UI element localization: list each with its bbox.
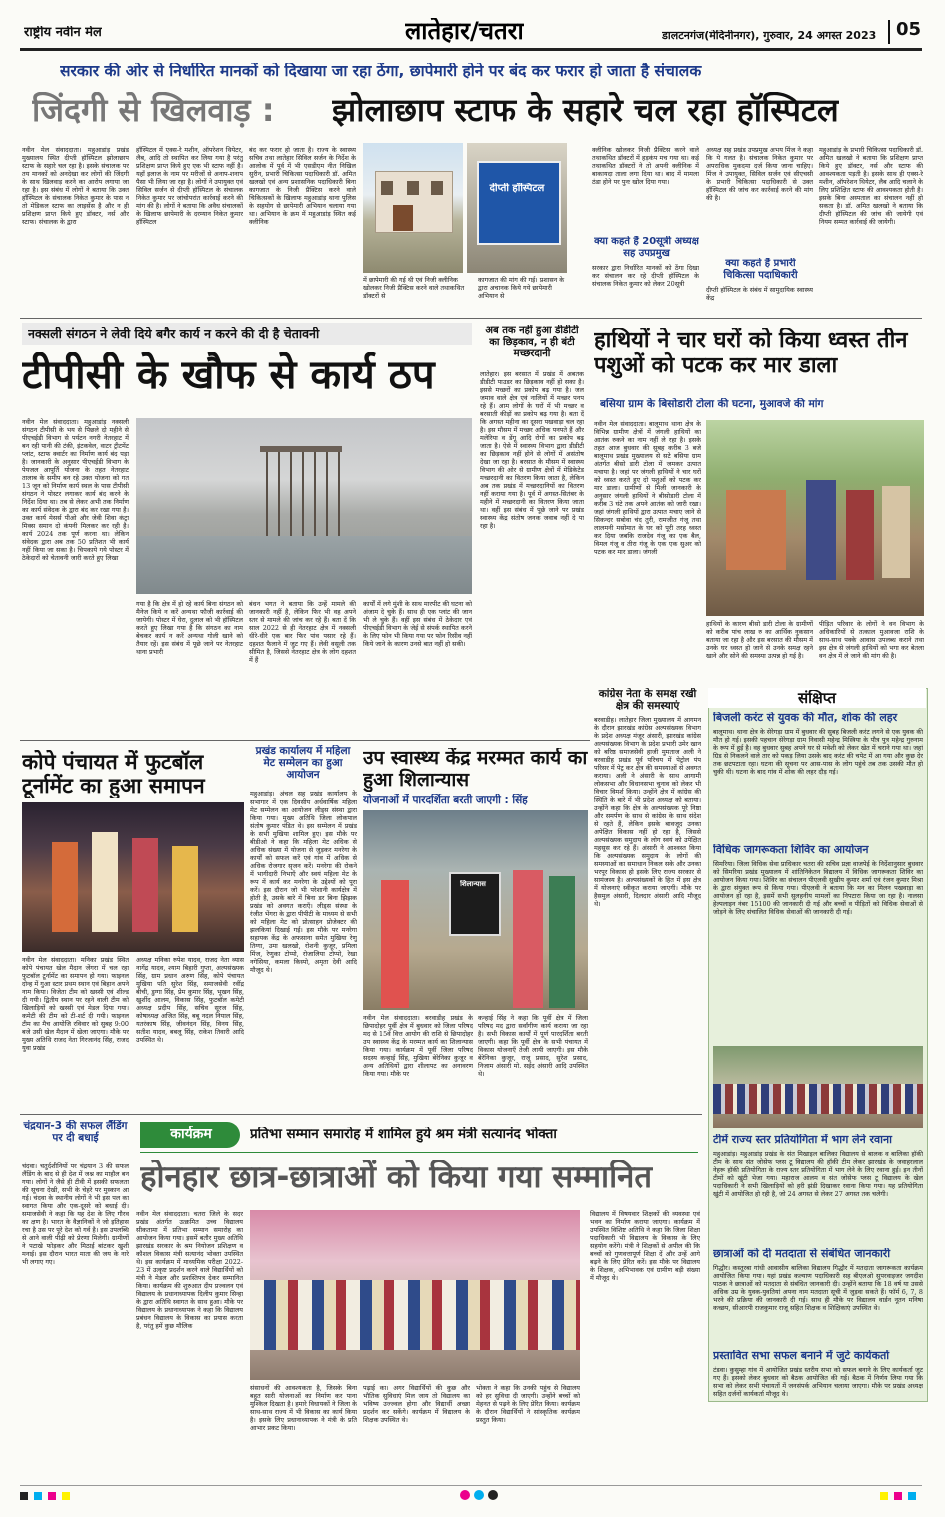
tpc-col1: नवीन मेल संवाददाता। महुआडांड़ नक्सली संगठन टीपीसी के भय से पिछले दो महीने से पीएचईडी विभाग से पर्यटन नगरी नेतरहाट में बन रही पानी की टंकी, इंटकवेल, वाटर ट्रीटमेंट प्लांट, स्टाफ क्वार्टर का निर्माण कार्य बंद पड़ा है। जानकारी के अनुसार पीएचईडी विभाग के पेयजल आपूर्ति योजना के तहत नेतरहाट तालाब के समीप बन रहे उक्त योजना को गत 13 जून को निर्माण कार्य स्थल के पास टीपीसी संगठन ने पोस्टर लगाकर कार्य बंद करने के निर्देश दिया था। तब से लेकर अभी तक निर्माण का कार्य संवेदक के द्वारा बंद कर रखा गया है। उक्त कार्य मेसर्स पीओ और जेवी शिवा कंट्रा मिक्स समान दो कंपनी मिलकर कर रही है। कार्य 2024 तक पूर्ण करना था। लेकिन संवेदक द्वारा अब तक 50 प्रतिशत भी कार्य नहीं किया जा सका है। चिपकाये गये पोस्टर में ठेकेदारों को चेतावनी जारी करते हुए लिखा [22,418,129,562]
health-col1: नवीन मेल संवाददाता। बरवाडीह प्रखंड के छिपादोहर पूर्वी क्षेत्र में बुधवार को जिला परिषद मद से 15वें वित्त आयोग की राशि से छिपादोहर उप स्वास्थ्य केंद्र के मरम्मत कार्य का शिलान्यास किया गया। कार्यक्रम में पूर्वी जिला परिषद सदस्य कन्हाई सिंह, मुखिया बेरेनिका कुजूर व अन्य अतिथियों द्वारा शीलापट का अनावरण किया गया। मौके पर [363,1014,473,1078]
summary-h5: प्रस्तावित सभा सफल बनाने में जुटे कार्यकर्ता [713,1350,890,1362]
lead-col2: हॉस्पिटल में एक्स-रे मशीन, ऑपरेशन थियेटर, लैब, आदि तो स्थापित कर लिया गया है परंतु प्रशिक्षण प्राप्त किये हुए एक भी स्टाफ नहीं है। यहाँ इलाज के नाम पर मरीजों से अनाप-शनाप पैसा भी लिया जा रहा है। लोगों ने उपायुक्त एवं सिविल सर्जन से दीप्ती हॉस्पिटल के संचालक निकेत कुमार पर जांचोपरांत कार्रवाई करने की मांग की है। लोगों ने बताया कि अवैध संचालकों के खिलाफ छापेमारी के दरम्यान निकेत कुमार हॉस्पिटल [136,146,243,226]
lead-col3: बंद कर फरार हो जाता है। राज्य के स्वास्थ्य सचिव तथा लातेहार सिविल सर्जन के निर्देश के आलोक में पूर्व में भी एसडीएम नीत निखिल सुरीन, प्रभारी चिकित्सा पदाधिकारी डॉ. अमित खलखो एवं अन्य प्रशासनिक पदाधिकारी बिना कागजात के निजी प्रैक्टिस करने वाले चिकित्सकों के खिलाफ महुआडांड़ थाना पुलिस के सहयोग से छापेमारी अभियान चलाया गया था। अभियान के क्रम में महुआडांड़ स्थित कई क्लीनिक [249,146,356,226]
summary-h1: बिजली करंट से युवक की मौत, शोक की लहर [713,712,898,724]
color-registration-bar [20,1490,922,1502]
ddt-headline: अब तक नहीं हुआ डीडीटी का छिड़काव, न ही बंटी मच्छरदानी [485,325,579,359]
elephant-photo-caption2: पीड़ित परिवार के लोगों ने वन विभाग के अधिकारियों से तत्काल मुआवजा राशि के साथ-साथ पक्के आवास उपलब्ध कराने तथा इस क्षेत्र से जंगली हाथियों को भगा कर बेतला वन क्षेत्र में ले जाने की मांग की है। [819,620,924,660]
summary-h3: टीमें राज्य स्तर प्रतियोगिता में भाग लेने रवाना [713,1134,892,1146]
paper-name: राष्ट्रीय नवीन मेल [24,26,102,40]
hockey-photo [713,1046,923,1128]
mahila-headline: प्रखंड कार्यालय में महिला मेट सम्मेलन का हुआ आयोजन [255,745,351,782]
mahila-body: महुआडांड़। अंचल सह प्रखंड कार्यालय के सभागार में एक दिवसीय अर्धवार्षिक महिला मेट सम्मेलन का आयोजन लीड्स संस्था द्वारा किया गया। मुख्य अतिथि जिला लोकपाल संतोष कुमार पंडित थे। इस सम्मेलन में प्रखंड के सभी मुखिया शामिल हुए। इस मौके पर बीडीओ ने कहा कि महिला मेट अधिक से अधिक संख्या में योजना से जुड़कर मनरेगा के कार्यों को सफल करें एवं गांव में अधिक से अधिक रोजगार सृजन करें। मनरेगा की रोकने में भागीदारी निभाएँ और स्वयं महिला मेट के रूप में कार्य कर मनरेगा के उद्देश्यों को पूरा करें। इस दौरान जो भी परेशानी कार्यक्षेत्र में होती है, उसके बारे में बिना डर बिना झिझक प्रखंड को अवगत कराएँ। लीड्स संस्था के रंजीत भेंगरा के द्वारा पीपीटी के माध्यम से सभी को महिला मेट को प्रोत्साहन प्रोजेक्टर की झलकियां दिखाई गई। इस मौके पर मनरेगा सहायक केंद्र के अफसाना समेत मुखिया रेणु तिग्गा, उमा खलखो, रोशनी कुजूर, प्रमिला मिंज, रेणुका टोप्पो, रोजालिया टोप्पो, रेखा नगेसिया, कमला किस्पो, अमृता देवी आदि मौजूद थे। [250,790,357,974]
program-headline: होनहार छात्र-छात्राओं को किया गया सम्मानित [140,1160,652,1195]
footer-rule [20,1485,922,1486]
lead-sub1-text: सरकार द्वारा निर्धारित मानकों को ठेंगा दिखा कर संचालन कर रहे दीप्ती हॉस्पिटल के संचालक निकेत कुमार को लेकर 20सूत्री [592,264,699,288]
elephant-headline: हाथियों ने चार घरों को किया ध्वस्त तीन पशुओं को पटक कर मार डाला [594,328,908,379]
chandrayaan-body: चंदवा। चतुर्दशीनियों पर चंद्रयान 3 की सफल लैंडिंग के बाद से ही देश में जश्न का माहौल बन गया। लोगों ने जैसे ही टीवी में इसकी सफलता की सूचना देखी, सभी के चेहरे पर मुस्कान आ गई। चंदवा के स्थानीय लोगों ने भी इस पल का स्वागत किया और एक-दूसरे को बधाई दी। समाजसेवी ने कहा कि यह देश के लिए गौरव का क्षण है। भारत के वैज्ञानिकों ने जो इतिहास रचा है उस पर पूरे देश को गर्व है। इस उपलब्धि से आने वाली पीढ़ी को प्रेरणा मिलेगी। ग्रामीणों ने पटाखे फोड़कर और मिठाई बांटकर खुशी मनाई। इस दौरान भारत माता की जय के नारे भी लगाए गए। [22,1162,129,1266]
tpc-strap: नक्सली संगठन ने लेवी दिये बगैर कार्य न करने की दी है चेतावनी [28,327,320,341]
lead-col4: कागजात की मांग की गई। प्रशासन के द्वारा अचानक किये गये छापेमारी अभियान से [478,276,565,300]
summary-h2: विधिक जागरूकता शिविर का आयोजन [713,844,869,856]
tpc-col3: बंधन भगत ने बताया कि उन्हें मामले की जानकारी नहीं है, लेकिन फिर भी वह अपने स्तर से मामले की जांच कर रहे हैं। बता दें कि साल 2022 से ही नेतरहाट क्षेत्र में नक्सली धीरे-धीरे एक बार फिर पांव पसार रहे हैं। दहशत फैलाने में जुट गए हैं। लेवी वसूली तक सीमित है, जिससे नेतरहाट क्षेत्र के लोग दहशत में हैं [249,600,356,664]
tpc-col4: कार्यों में लगे मुंशी के साथ मारपीट की घटना को अंजाम दे चुके हैं। साथ ही एक प्लांट की जान भी ले चुके हैं। वहीं इस संबंध में ठेकेदार एवं पीएचईडी विभाग के जेई से संपर्क स्थापित करने के लिए फोन भी किया गया पर फोन रिसीव नहीं किये जाने के कारण उनसे बात नहीं हो सकी। [363,600,472,648]
tpc-col2: गया है कि क्षेत्र में हो रहे कार्य बिना संगठन को मैनेज किये न करें अन्यथा फौजी कार्रवाई की जायेगी। पोस्टर में घेरा, दुलाल को भी हॉस्पिटल करते हुए लिखा गया है कि संगठन का नाम बेचकर कार्य न करें अन्यथा गोली खाने को तैयार रहें। इस संबंध में पूछे जाने पर नेतरहाट थाना प्रभारी [136,600,243,656]
summary-h4: छात्राओं को दी मतदाता से संबंधित जानकारी [713,1248,891,1260]
health-headline: उप स्वास्थ्य केंद्र मरम्मत कार्य का हुआ शिलान्यास [363,748,588,791]
hospital-photo [363,143,463,273]
elephant-photo [706,420,924,616]
lead-headline-part2: झोलाछाप स्टाफ के सहारे चल रहा हॉस्पिटल [332,92,839,129]
section-title: लातेहार/चतरा [405,18,524,45]
hospital-sign-photo [467,143,567,273]
program-strap-rule [140,1152,698,1153]
program-col3: पढ़ाई का। अगर विद्यार्थियों की कुछ और भौतिक सुविधाएं मिल जाय तो विद्यालय का भविष्य उज्ज्वल होगा और विद्यार्थी अच्छा प्रदर्शन कर सकेंगे। कार्यक्रम में विद्यालय के शिक्षक उपस्थित थे। [363,1384,470,1424]
lead-col7: महुआडांड़ के प्रभारी चिकित्सा पदाधिकारी डॉ. अमित खलखो ने बताया कि प्रशिक्षण प्राप्त किये हुए डॉक्टर, नर्स और स्टाफ की आवश्यकता पड़ती है। इसके साथ ही एक्स-रे मशीन, ऑपरेशन थियेटर, लैब आदि चलाने के लिए प्रशिक्षित स्टाफ की आवश्यकता होती है। इसके बिना अस्पताल का संचालन नहीं हो सकता है। डॉ. अमित खलखो ने बताया कि दीप्ती हॉस्पिटल की जांच की जायेगी एवं नियम सम्मत कार्रवाई की जायेगी। [819,146,923,226]
chandrayaan-headline: चंद्रयान-3 की सफल लैंडिंग पर दी बधाई [23,1120,128,1145]
summary-b1: बालूमाथ। थाना क्षेत्र के सेरेगड़ा ग्राम में बुधवार की सुबह बिजली करंट लगने से एक युवक की मौत हो गई। इसकी पहचान सेरेगड़ा ग्राम निवासी महेन्द्र मिस्त्रिया के पौत्र पुत्र महेन्द्र गुरुनाम के रूप में हुई है। वह बुधवार सुबह अपने घर से मवेशी को लेकर खेत में चराने गया था। जहां ग्रिड से निकलने वाले तार को पकड़ लिया उसके बाद करंट की चपेट में आ गया और कुछ देर तक छटपटाता रहा। घटना की सूचना पर आस-पास के लोग पहुंचे तब तक उसकी मौत हो चुकी थी। घटना के बाद गांव में शोक की लहर दौड़ गई। [713,728,923,776]
page-number-divider [888,20,890,44]
health-sub: योजनाओं में पारदर्शिता बरती जाएगी : सिंह [363,794,528,806]
health-col2: कन्हाई सिंह ने कहा कि पूर्वी क्षेत्र में जिला परिषद मद द्वारा सर्वांगीण कार्य कराया जा रहा है। सभी विकास कार्यों में पूर्ण पारदर्शिता बरती जाएगी। कहा कि पूर्वी क्षेत्र के सभी पंचायत में विकास योजनाएँ तेजी लायी जाएगी। इस मौके बेरेनिका कुजूर, राजू प्रसाद, सुरेश प्रसाद, निजाम अंसारी मो. सईद अंसारी आदि उपस्थित थे। [478,1014,588,1078]
lead-kicker: सरकार की ओर से निर्धारित मानकों को दिखाया जा रहा ठेंगा, छापेमारी होने पर बंद कर फरार हो जाता है संचालक [60,63,702,80]
football-col1: नवीन मेल संवाददाता। मनिका प्रखंड स्थित कोपे पंचायत खेल मैदान जेंगरा में चल रहा फुटबॉल टूर्नामेंट का समापन हो गया। फाइनल दोन्ह में गुआ स्टार प्रथम स्थान एवं बिहान अपने नाम किया। विजेता टीम को खस्सी एवं शील्ड दी गयी। द्वितीय स्थान पर रहने वाली टीम को खिलाड़ियों को खस्सी एवं मेडल दिया गया। कमेटी की टीम को टी-शर्ट दी गयी। फाइनल टीम का मैच आयोजि रविवार को सुबह 9:00 बजे उसी खेल मैदान में खेला जाएगा। मौके पर मुख्य अतिथि राजद नेता गिरजानंद सिंह, राजद युवा प्रखंड [22,956,129,1052]
lead-col5: क्लीनिक खोलकर निजी प्रैक्टिस करने वाले तथाकथित डॉक्टरों में हड़कंप मच गया था। कई तथाकथित डॉक्टरों ने तो अपनी क्लीनिक में बाकायदा ताला लगा दिया था। बाद में मामला ठंडा होने पर पुनः खोल दिया गया। [592,146,699,186]
football-photo [22,802,244,952]
summary-b4: गिद्धौर। कस्तूरबा गांधी आवासीय बालिका विद्यालय गिद्धौर में मतदाता जागरूकता कार्यक्रम आयोजित किया गया। यहां प्रखंड कल्याण पदाधिकारी सह बीएलओ सुपरवाइजर जगदीश पाठक ने छात्राओं को मतदाता से संबंधित जानकारी दी। उन्होंने बताया कि 18 वर्ष या उससे अधिक उम्र के युवक-युवतियां अपना नाम मतदाता सूची में जुड़वा सकते हैं। फॉर्म 6, 7, 8 भरने की प्रक्रिया की जानकारी दी गई। साथ ही मौके पर विद्यालय वार्डन नूतन मनिषा कच्छप, सीआरपी राजकुमार राजू सहित शिक्षक व शिक्षिकाएं उपस्थित थे। [713,1264,923,1312]
program-col1: नवीन मेल संवाददाता। चतरा जिले के सदर प्रखंड अंतर्गत उत्क्रमित उच्च विद्यालय सीकतामा में प्रतिभा सम्मान समारोह का आयोजन किया गया। इसमें बतौर मुख्य अतिथि झारखंड सरकार के श्रम नियोजन प्रशिक्षण व कौशल विकास मंत्री सत्यानंद भोक्ता उपस्थित थे। इस कार्यक्रम में माध्यमिक परीक्षा 2022-23 में उत्कृष्ट प्रदर्शन करने वाले विद्यार्थियों को मंत्री ने मेडल और प्रशस्तिपत्र देकर सम्मानित किया। कार्यक्रम की शुरुआत दीप प्रज्वलन एवं विद्यालय के प्रधानाध्यापक दिलीप कुमार सिन्हा के द्वारा अतिथि स्वागत के साथ हुआ। मौके पर विद्यालय के प्रधानाध्यापक ने कहा कि विद्यालय प्रबंधन विद्यालय के विकास का प्रयास करता है, परंतु हमें कुछ मौलिक [136,1210,243,1330]
hospital-photo-caption: में छापेमारी की गई थी एवं निजी क्लीनिक खोलकर निजी प्रैक्टिस करने वाले तथाकथित डॉक्टरों से [363,276,465,300]
program-col5: विद्यालय में विषयवार शिक्षकों की व्यवस्था एवं भवन का निर्माण कराया जाएगा। कार्यक्रम में उपस्थित विशिष्ट अतिथि ने कहा कि जिला शिक्षा पदाधिकारी भी विद्यालय के विकास के लिए सहयोग करेंगे। मंत्री ने शिक्षकों से अपील की कि बच्चों को गुणवत्तापूर्ण शिक्षा दें और उन्हें आगे बढ़ने के लिए प्रेरित करें। इस मौके पर विद्यालय के शिक्षक, अभिभावक एवं ग्रामीण बड़ी संख्या में मौजूद थे। [590,1210,700,1282]
congress-headline: कांग्रेस नेता के समक्ष रखी क्षेत्र की समस्याएं [598,688,697,713]
row3-rule [20,1114,702,1115]
football-col2: अध्यक्ष मनिका रुपेश यादव, राजद नेता व्यास नागेंद्र यादव, श्याम बिहारी गुप्ता, अल्पसंख्यक सिंह, ग्राम प्रधान अरुण सिंह, कोपे पंचायत मुखिया पति सुरेश सिंह, समाजसेवी रवींद्र बीची, डुग्गा सिंह, प्रेम कुमार सिंह, भूखन सिंह, खुर्शीद आलम, विकास सिंह, फुटबॉल कमेटी अध्यक्ष प्रदीप सिंह, सचिव सूरज सिंह, कोषाध्यक्ष अजित सिंह, बबू नदल नियाल सिंह, यतरंकाष सिंह, जीवनंदन सिंह, विनय सिंह, सतीश यादव, बबलू सिंह, राकेश तिवारी आदि उपस्थित थे। [136,956,244,1044]
summary-b5: टंडवा। कुसुम्हा गांव में आयोजित प्रखंड स्तरीय सभा को सफल बनाने के लिए कार्यकर्ता जुट गए हैं। इसको लेकर बुधवार को बैठक आयोजित की गई। बैठक में निर्णय लिया गया कि सभा को लेकर सभी पंचायतों में जनसंपर्क अभियान चलाया जाएगा। मौके पर प्रखंड अध्यक्ष सहित दर्जनों कार्यकर्ता मौजूद थे। [713,1366,923,1398]
health-photo [363,810,588,1010]
summary-title: संक्षिप्त [798,690,836,707]
plaque-text: शिलान्यास [460,880,486,888]
dateline: डालटनगंज(मेदिनीनगर), गुरुवार, 24 अगस्त 2023 [662,30,877,42]
program-photo [250,1210,580,1380]
football-headline: कोपे पंचायत में फुटबॉल टूर्नामेंट का हुआ समापन [22,750,205,799]
program-col2: संसाधनों की आवश्यकता है, जिसके बिना बहुत सारी योजनाओं का निर्माण कर पाना मुश्किल दिखता है। हमारे विधायकों ने जिला के साथ-साथ राज्य में भी विकास का कार्य किया है। इसके लिए प्रधानाध्यापक ने मंत्री के प्रति आभार प्रकट किया। [250,1384,357,1432]
summary-b3: महुआडांड़। महुआडांड़ प्रखंड के संत मिखाइल बालिका विद्यालय से बालक व बालिका हॉकी टीम के साथ संत जोसेफ प्लस टू विद्यालय की हॉकी टीम लेकर झारखंड के जवाहरलाल नेहरू हॉकी प्रतियोगिता के राज्य स्तर प्रतियोगिता में भाग लेने के लिए रवाना हुई। इन तीनों टीमों को खुंटी भेजा गया। महाराज आलम व संत जोसेफ प्लस टू विद्यालय के खेल पदाधिकारी ने सभी खिलाड़ियों को हरी झंडी दिखाकर रवाना किया गया। यह प्रतियोगिता खुंटी में आयोजित हो रही है, जो 24 अगस्त से लेकर 27 अगस्त तक चलेगी। [713,1150,923,1198]
program-col4: भोक्ता ने कहा कि उनकी पहुंच से विद्यालय को हर सुविधा दी जाएगी। उन्होंने बच्चों को मेहनत से पढ़ने के लिए प्रेरित किया। कार्यक्रम के दौरान विद्यार्थियों ने सांस्कृतिक कार्यक्रम प्रस्तुत किया। [476,1384,580,1424]
program-tag: कार्यक्रम [170,1126,212,1142]
program-strap: प्रतिभा सम्मान समारोह में शामिल हुये श्रम मंत्री सत्यानंद भोक्ता [250,1127,557,1142]
masthead-rule [20,48,922,51]
lead-headline-part1: जिंदगी से खिलवाड़ : [32,92,275,129]
lead-col6: अध्यक्ष सह प्रखंड उपप्रमुख अभय मिंज ने कहा कि ये गलत है। संचालक निकेत कुमार पर अपराधिक मुकदमा दर्ज किया जाना चाहिए। मिंज ने उपायुक्त, सिविल सर्जन एवं सीएचसी के प्रभारी चिकित्सा पदाधिकारी से उक्त हॉस्पिटल की जांच कर कार्रवाई करने की मांग की है। [706,146,813,202]
hospital-sign-text: दीप्ती हॉस्पिटल [489,183,545,194]
lead-sub2-text: दीप्ती हॉस्पिटल के संबंध में सामुदायिक स्वास्थ्य केंद्र [706,286,813,302]
congress-body: बरवाडीह। लातेहार जिला मुख्यालय में आगमन के दौरान झारखंड कांग्रेस अल्पसंख्यक विभाग के प्रदेश अध्यक्ष मंजूर अंसारी, झारखंड कांग्रेस अल्पसंख्यक विभाग के प्रदेश प्रभारी उमेर खान को बरिष्ठ समाजसेवी हाजी मुमताज अली ने बरवाडीह प्रखंड पूर्व परिचय में पेट्रोल पंप परिसर में पेट्र कर क्षेत्र की समस्याओं से अवगत कराया। अली ने अंसारी के साथ आगामी लोकसभा और विधानसभा चुनाव को लेकर भी विचार विमर्श किया। उन्होंने क्षेत्र में कांग्रेस की स्थिति के बारे में भी प्रदेश अध्यक्ष को बताया। उन्होंने कहा कि क्षेत्र के अल्पसंख्यक पूरे निष्ठा और समर्पण के साथ से कांग्रेस के साथ संदेश से रहते हैं, लेकिन इसके बावजूद उनका अपेक्षित विकास नहीं हो रहा है, जिससे अल्पसंख्यक समुदाय के लोग स्वयं को उपेक्षित महसूस कर रहे हैं। अंसारी ने आश्वस्त किया कि अल्पसंख्यक समुदाय के लोगों की समस्याओं का समाधान निकल सके और उनका भरपूर विकास हो इसके लिए राज्य सरकार से सामंजस्य है। अल्पसंख्यकों के हित में इस क्षेत्र में योजनाएं स्वीकृत कराया जाएगी। मौके पर हैसमुल अंसारी, दिलदार अंसारी आदि मौजूद थे। [594,716,701,908]
tpc-headline: टीपीसी के खौफ से कार्य ठप [22,352,435,398]
page-number: 05 [896,20,922,40]
summary-b2: सिमरिया। जिला विधिक सेवा प्राधिकार चतरा की सचिव प्रज्ञा वाजपेई के निर्देशानुसार बुधवार को सिमरिया प्रखंड मुख्यालय में शांतिनिकेतन विद्यालय में विधिक जागरूकता शिविर का आयोजन किया गया। शिविर का संचालन पीएलवी सुखीय कुमार शर्मा एवं रंजन कुमार मिश्रा के द्वारा संयुक्त रूप से किया गया। पीएलवी ने बताया कि मन का मिलन पखवाड़ा का आयोजन हो रहा है, इसमें सभी सुलहनीय मामलों का निपटारा किया जा रहा है। नालसा हेल्पलाइन नंबर 15100 की जानकारी दी गई और बच्चों व पीड़ितों को विधिक सेवाओं से जोड़ने के लिए संचालित विधिक सेवाओं की जानकारी दी गई। [713,860,923,916]
ddt-body: लातेहार। इस बरसात में प्रखंड में अबतक डीडीटी पाउडर का छिड़काव नहीं हो सका है। इससे मच्छरों का प्रकोप बढ़ गया है। जल जमाव वाले क्षेत्र एवं नालियों में मच्छर पनप रहे हैं। आम लोगों के घरों में भी मच्छर व बरसाती कीड़ों का प्रकोप बढ़ गया है। बता दें कि अगस्त महीना का दूसरा पखवाड़ा चल रहा है। इस मौसम में मच्छर अधिक पनपते हैं और मलेरिया व डेंगू आदि रोगों का प्रकोप बढ़ जाता है। ऐसे में स्वास्थ्य विभाग द्वारा डीडीटी का छिड़काव नहीं होने से लोगों में असंतोष देखा जा रहा है। बरसात के मौसम में स्वास्थ्य विभाग की ओर से ग्रामीण क्षेत्रों में मेडिकेटेड मच्छरदानी का वितरण किया जाता है, लेकिन अब तक प्रखंड में मच्छरदानियों का वितरण नहीं कराया गया है। पूर्व में अगस्त-सितंबर के महीने में मच्छरदानी का वितरण किया जाता था। वहीं इस संबंध में पूछे जाने पर प्रखंड स्वास्थ्य केंद्र संतोष जनक जवाब नहीं दे पा रहा है। [480,370,584,530]
tank-photo [136,418,472,594]
lead-sub2: क्या कहते हैं प्रभारी चिकित्सा पदाधिकारी [723,258,798,281]
elephant-col1: नवीन मेल संवाददाता। बालूमाथ थाना क्षेत्र के विभिन्न ग्रामीण क्षेत्रों में जंगली हाथियों का आतंक रुकने का नाम नहीं ले रहा है। इसके तहत आज बुधवार की सुबह करीब 3 बजे बालूमाथ प्रखंड मुख्यालय से सटे बसिया ग्राम अंतर्गत बीसो डारी टोला में जमकर उत्पात मचाया है। जहां पर जंगली हाथियों ने चार घरों को ध्वस्त करते हुए दो पशुओं को पटक कर मार डाला। ग्रामीणों से मिली जानकारी के अनुसार जंगली हाथियों ने बीसोडारी टोला में करीब 3 घंटे तक अपने आतंक को जारी रखा। जहां जंगली हाथियों द्वारा उत्पात मचाए जाने से सिकन्दर सबोवा चंद तुरी, रामजीत गंजू तथा लालमनी मसोमात के घर को पूरी तरह ध्वस्त कर दिया जबकि राजदेव गंजू का एक बैल, विमल गंजू व तीरा गंजू के एक एक सुअर को पटक कर मार डाला। जंगली [594,420,701,556]
elephant-photo-caption: हाथियों के कारण बीसो डारी टोला के ग्रामीणों को करीब पांच लाख रु का आर्थिक नुकसान बताया जा रहा है और इस बरसात की मौसम में उनके घर ध्वस्त हो जाने से उनके समक्ष रहने खाने और सोने की समस्या उत्पन्न हो गई है। [706,620,813,660]
elephant-sub: बसिया ग्राम के बिसोडारी टोला की घटना, मुआवजे की मांग [600,398,824,410]
lead-bottom-rule [20,318,922,319]
lead-col1: नवीन मेल संवाददाता। महुआडांड़ प्रखंड मुख्यालय स्थित दीप्ती हॉस्पिटल झोलाछाप स्टाफ के सहारे चल रहा है। इसके संचालक पर तय मानकों को अनदेखा कर लोगों की जिंदगी के साथ खिलवाड़ करने का आरोप लगाया जा रहा है। इस संबंध में लोगों ने बताया कि उक्त हॉस्पिटल के संचालक निकेत कुमार के पास न तो मेडिकल स्टाफ का लाइसेंस है और न ही प्रशिक्षण प्राप्त किये हुए डॉक्टर, नर्स और स्टाफ। संचालक के द्वारा [22,146,129,226]
lead-sub1: क्या कहते हैं 20सूत्री अध्यक्ष सह उपप्रमुख [594,236,699,259]
row2-rule [20,740,590,741]
